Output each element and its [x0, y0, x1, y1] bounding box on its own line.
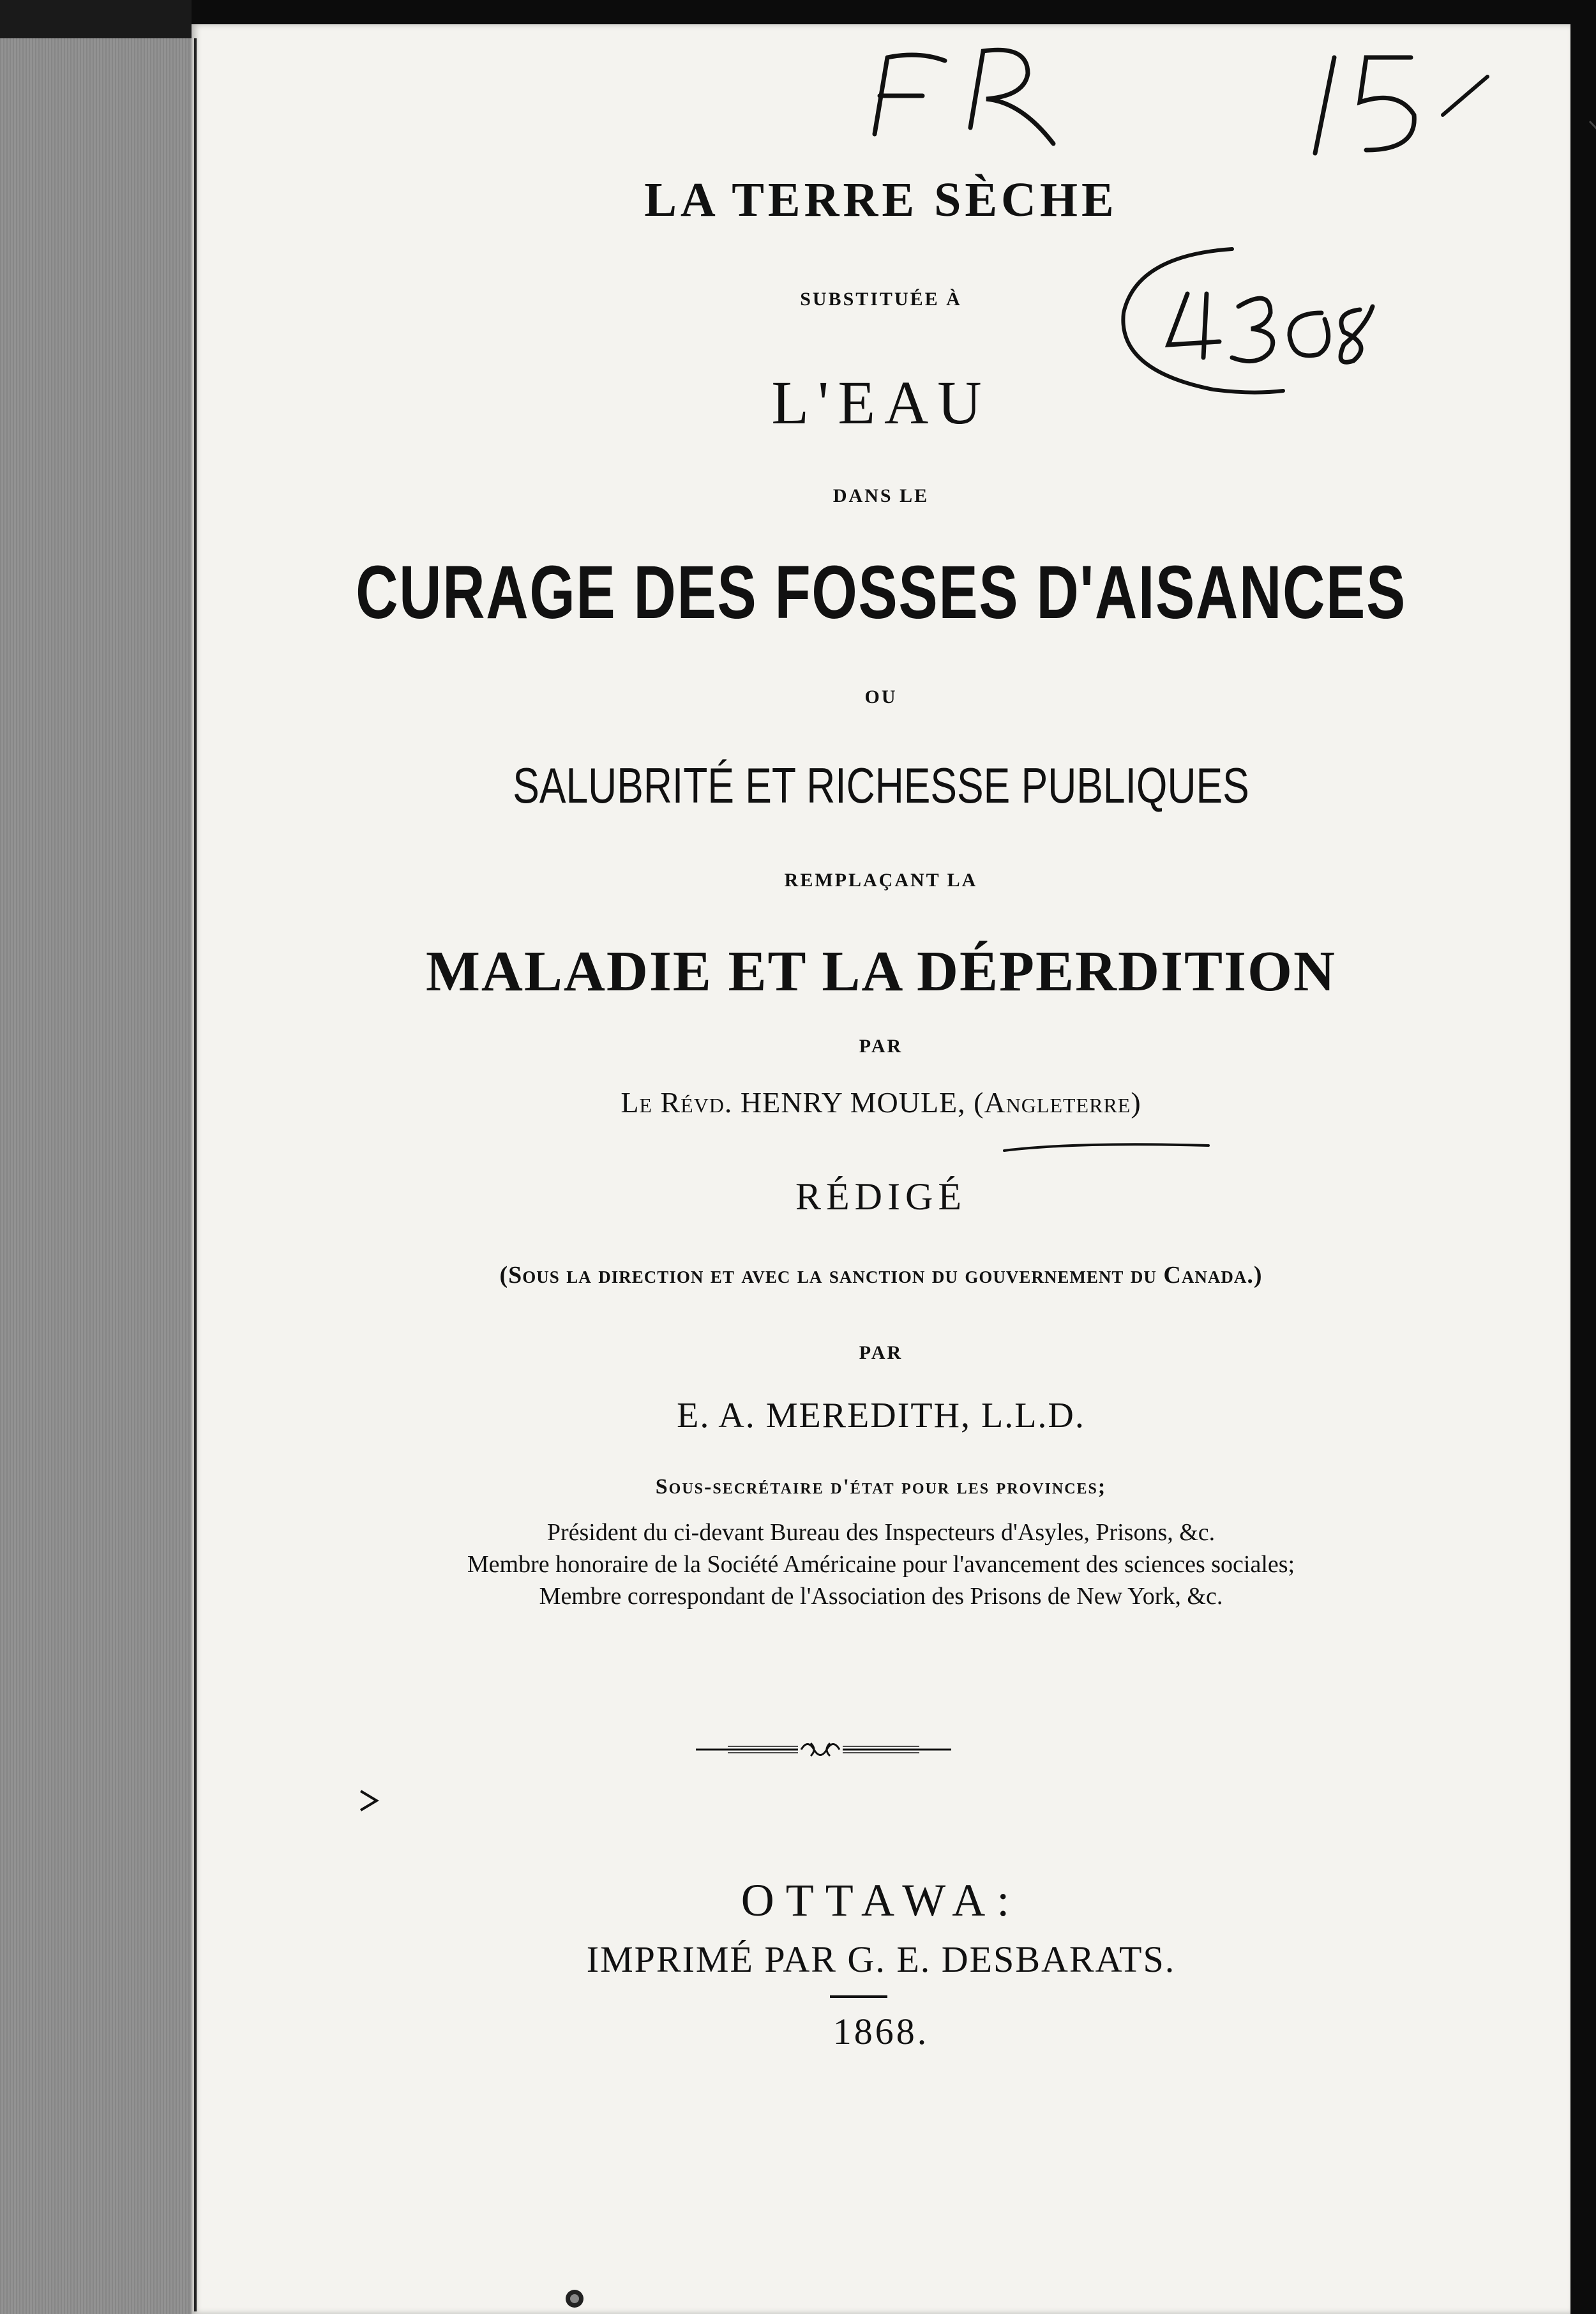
direction-note: (Sous la direction et avec la sanction du gouvernement du Canada.) — [499, 1262, 1263, 1289]
par-2: PAR — [859, 1342, 903, 1363]
right-dark-strip — [1570, 0, 1596, 2314]
decorative-ornament — [689, 1734, 958, 1766]
margin-arrow-mark — [358, 1788, 383, 1813]
handwritten-underline — [1001, 1139, 1212, 1154]
ou: OU — [864, 686, 898, 707]
page-corner-curl — [1583, 115, 1596, 262]
author-line: Le Révd. HENRY MOULE, (Angleterre) — [621, 1086, 1141, 1119]
imprint-printer: IMPRIMÉ PAR G. E. DESBARATS. — [586, 1939, 1176, 1980]
title-eau: L'EAU — [771, 368, 991, 437]
editor-name: E. A. MEREDITH, L.L.D. — [677, 1396, 1085, 1435]
library-stamp-icon — [562, 2286, 587, 2311]
credential-line-1: Président du ci-devant Bureau des Inspecteurs d'Asyles, Prisons, &c. — [546, 1519, 1216, 1546]
subtitle-maladie: MALADIE ET LA DÉPERDITION — [425, 940, 1337, 1003]
remplacant-la: REMPLAÇANT LA — [784, 870, 978, 891]
credential-line-2: Membre honoraire de la Société Américaine pour l'avancement des sciences sociales; — [467, 1551, 1295, 1578]
subtitle-salubrite: SALUBRITÉ ET RICHESSE PUBLIQUES — [513, 757, 1249, 813]
book-cover-edge — [0, 32, 192, 2314]
credential-line-3: Membre correspondant de l'Association des Prisons de New York, &c. — [539, 1583, 1223, 1610]
substituee-a: SUBSTITUÉE À — [800, 289, 962, 310]
par-1: PAR — [859, 1036, 903, 1057]
imprint-city: OTTAWA: — [741, 1875, 1021, 1926]
imprint-year: 1868. — [832, 2011, 930, 2052]
title-page-content — [192, 0, 1570, 2314]
year-rule — [830, 1995, 887, 1998]
title-line-1: LA TERRE SÈCHE — [644, 173, 1118, 227]
dans-le: DANS LE — [832, 485, 930, 506]
handwritten-price-annotation — [1296, 38, 1526, 166]
handwritten-fr-annotation — [862, 32, 1092, 147]
main-title: CURAGE DES FOSSES D'AISANCES — [356, 550, 1406, 635]
redige-heading: RÉDIGÉ — [795, 1176, 967, 1218]
cover-top-shadow — [0, 0, 192, 38]
editor-title: Sous-secrétaire d'état pour les provinces; — [655, 1475, 1107, 1499]
